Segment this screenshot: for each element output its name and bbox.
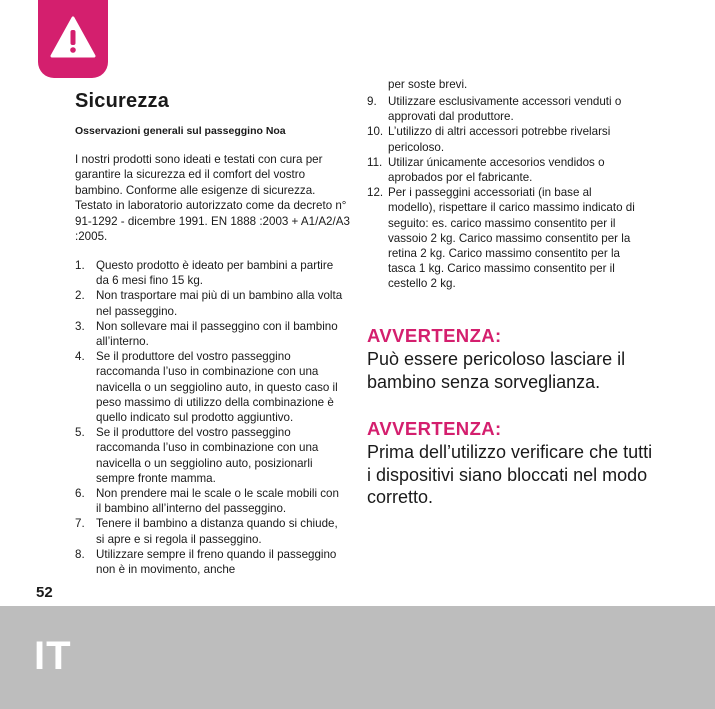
item-number: 3.: [75, 319, 85, 333]
list-item: [75, 258, 347, 288]
item-text: Per i passeggini accessoriati (in base al modello), rispettare il carico massimo indicato di seguito: es. carico massimo consentito per il vassoio 2 kg. Carico massimo consentito per la retina 2 kg. Carico massimo consentito per la tasca 1 kg. Carico massimo consentito per il cestello 2 kg.: [388, 186, 635, 291]
list-item: [75, 425, 347, 486]
warning-heading: AVVERTENZA:: [367, 418, 502, 439]
item-8-continued: per soste brevi.: [388, 78, 468, 91]
item-text: Utilizzare esclusivamente accessori venduti o approvati dal produttore.: [388, 95, 622, 124]
item-number: 9.: [367, 95, 377, 108]
item-text: Questo prodotto è ideato per bambini a partire da 6 mesi fino 15 kg.: [96, 259, 334, 288]
item-text: Non trasportare mai più di un bambino alla volta nel passeggino.: [96, 289, 343, 318]
footer-band: [0, 606, 715, 709]
item-number: 8.: [75, 547, 85, 561]
page-title: Sicurezza: [75, 90, 170, 112]
item-text: Utilizzare sempre il freno quando il passeggino non è in movimento, anche: [96, 547, 337, 577]
page-number: 52: [36, 584, 53, 601]
item-text: Se il produttore del vostro passeggino raccomanda l’uso in combinazione con una navicella o un seggiolino auto, in questo caso il peso massimo di utilizzo della combinazione è quello indicato sul prodotto aggiuntivo.: [96, 350, 338, 425]
item-number: 7.: [75, 517, 85, 531]
list-item: [367, 155, 635, 185]
intro-paragraph: I nostri prodotti sono ideati e testati con cura per garantire la sicurezza ed il comfort del vostro bambino. Conforme alle esigenze di sicurezza. Testato in laboratorio autorizzato come da decreto n° 91-1292 - dicembre 1991. EN 1888 :2003 + A1/A2/A3 :2005.: [75, 153, 350, 244]
item-text: Tenere il bambino a distanza quando si chiude, si apre e si regola il passeggino.: [96, 517, 338, 546]
item-number: 5.: [75, 426, 85, 440]
warning-heading: AVVERTENZA:: [367, 325, 502, 346]
item-number: 6.: [75, 487, 85, 501]
list-item: [75, 319, 347, 349]
item-number: 12.: [367, 186, 384, 200]
safety-list-right: [367, 94, 635, 292]
safety-list-left: [75, 258, 347, 577]
warning-triangle-icon: [50, 15, 96, 59]
item-number: 10.: [367, 125, 384, 139]
item-number: 4.: [75, 350, 85, 364]
item-text: Non prendere mai le scale o le scale mobili con il bambino all’interno del passeggino.: [96, 487, 339, 516]
list-item: [75, 288, 347, 318]
warning-text: Può essere pericoloso lasciare il bambino senza sorveglianza.: [367, 349, 626, 392]
warning-text: Prima dell’utilizzo verificare che tutti i dispositivi siano bloccati nel modo corretto.: [367, 442, 653, 507]
list-item: [367, 185, 635, 291]
warning-block: [367, 418, 657, 509]
item-number: 11.: [367, 155, 383, 169]
item-number: 2.: [75, 289, 85, 303]
list-item: [75, 486, 347, 516]
list-item: [367, 124, 635, 154]
item-number: 1.: [75, 259, 85, 272]
item-text: Se il produttore del vostro passeggino raccomanda l’uso in combinazione con una navicella o un seggiolino auto, posizionarli sempre fronte mamma.: [96, 426, 319, 485]
list-item: [75, 349, 347, 425]
list-item: [367, 94, 635, 124]
language-code: IT: [34, 634, 72, 678]
item-text: Utilizar únicamente accesorios vendidos o aprobados por el fabricante.: [388, 155, 605, 185]
warning-tab: [38, 0, 108, 78]
item-text: Non sollevare mai il passeggino con il bambino all’interno.: [96, 319, 338, 349]
list-item: [75, 547, 347, 577]
item-text: L’utilizzo di altri accessori potrebbe rivelarsi pericoloso.: [388, 125, 611, 154]
warning-block: [367, 325, 657, 393]
section-subtitle: Osservazioni generali sul passeggino Noa: [75, 125, 286, 137]
list-item: [75, 516, 347, 546]
